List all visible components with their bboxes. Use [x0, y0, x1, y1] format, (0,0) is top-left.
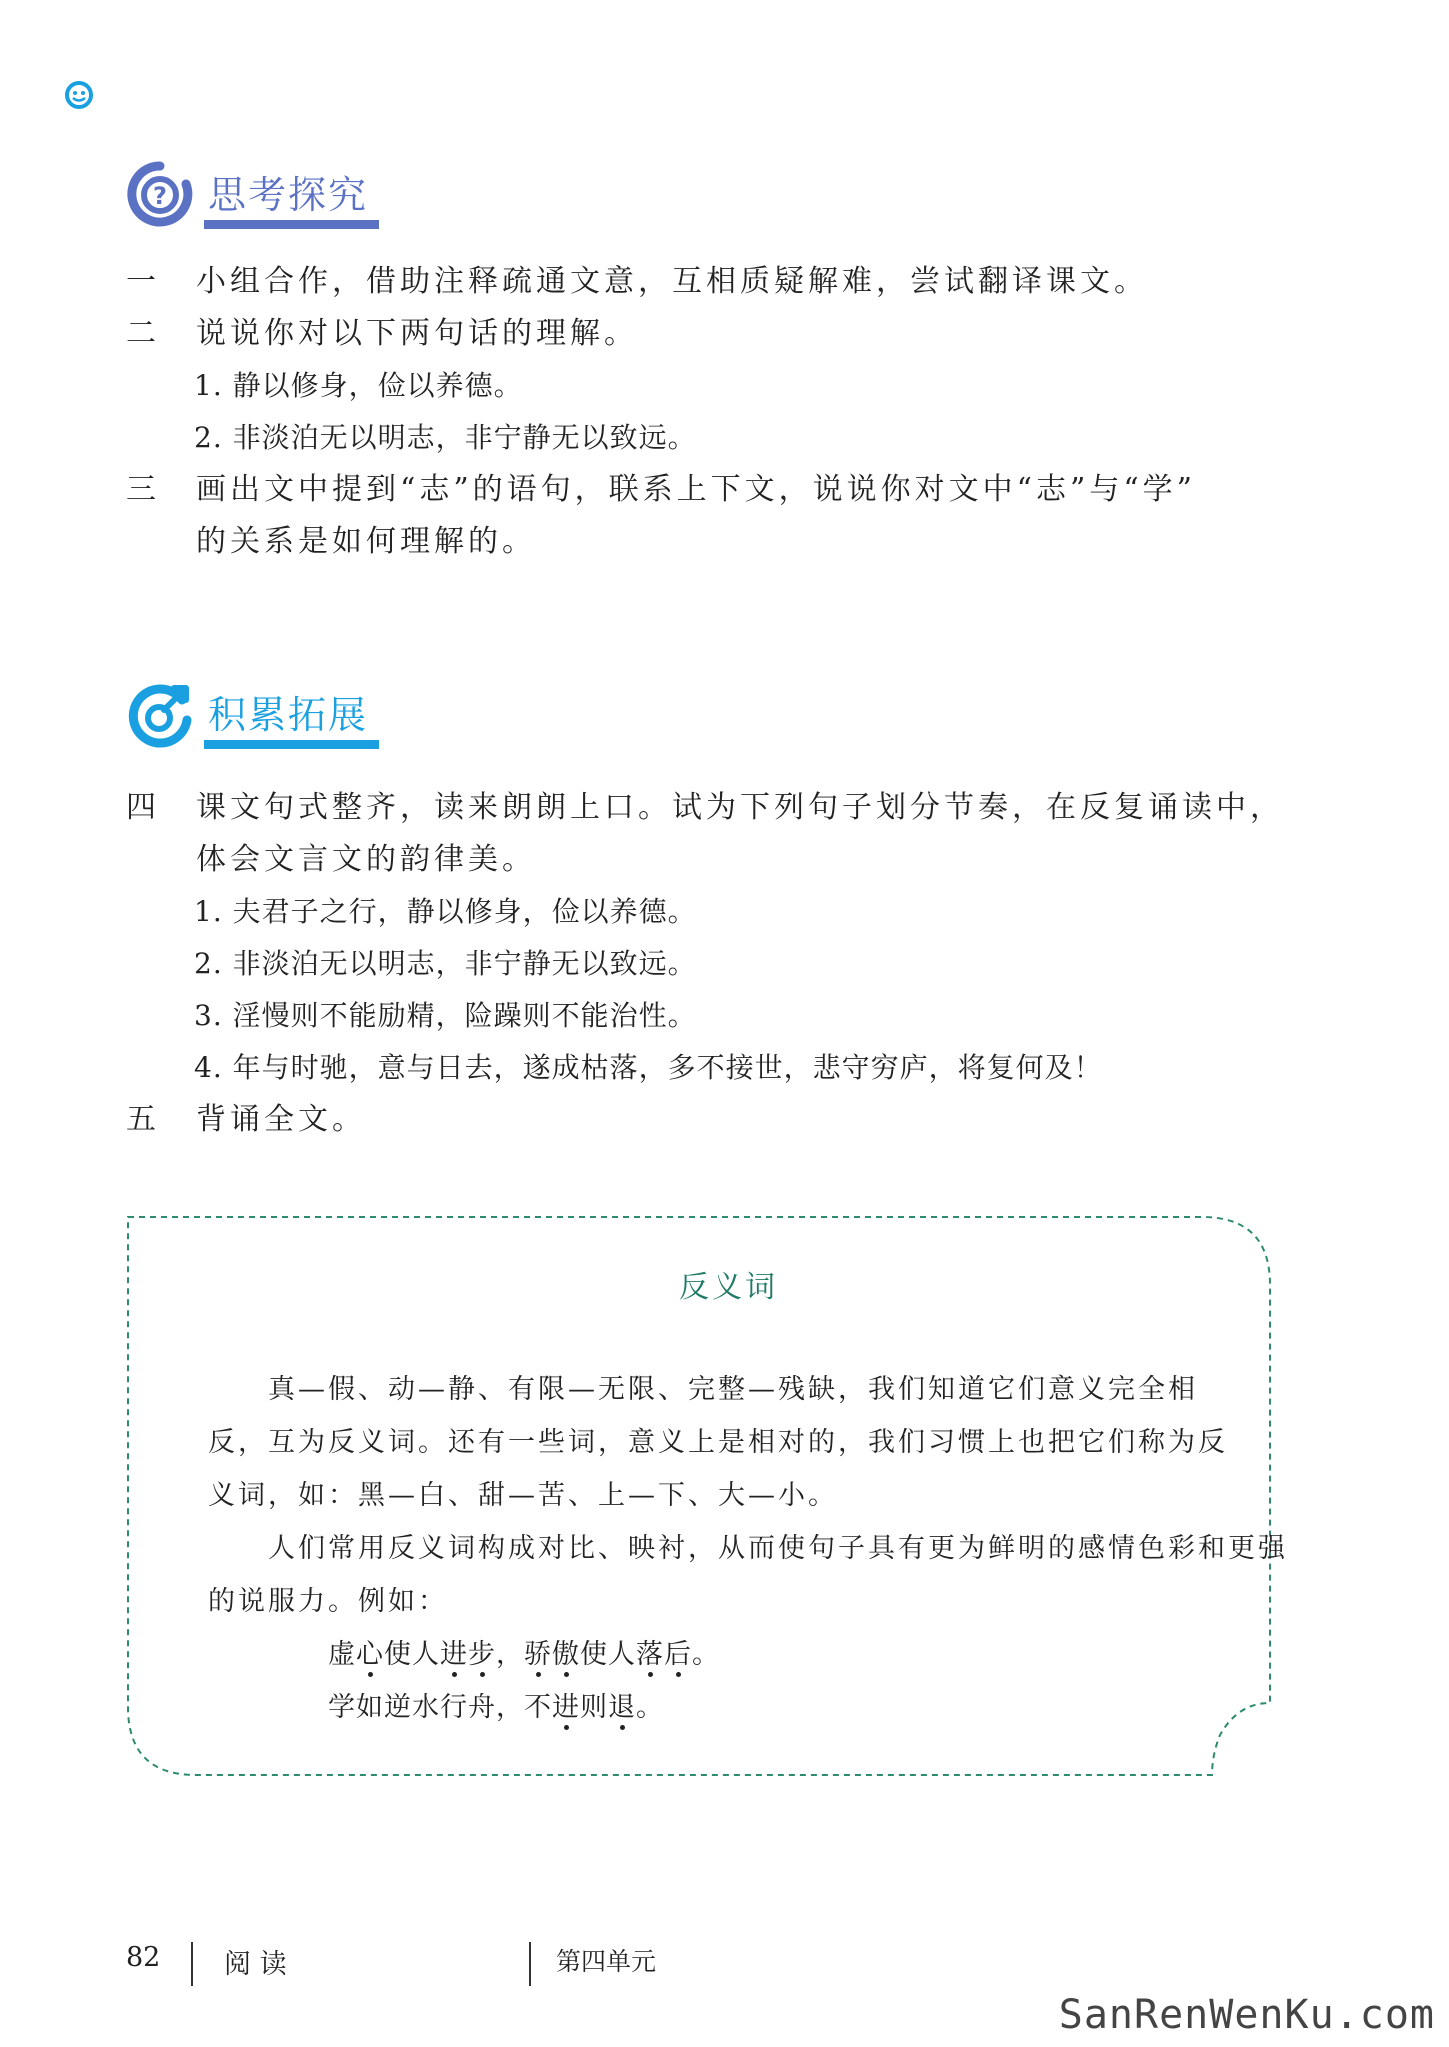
text-line: 人们常用反义词构成对比、映衬，从而使句子具有更为鲜明的感情色彩和更强 [268, 1533, 1288, 1564]
question-number: 三 [126, 472, 156, 507]
sub-item: 1. 夫君子之行，静以修身，俭以养德。 [194, 895, 697, 928]
section-header-extend [126, 680, 426, 760]
question-text: 小组合作，借助注释疏通文意，互相质疑解难，尝试翻译课文。 [196, 264, 1148, 299]
sub-item: 4. 年与时驰，意与日去，遂成枯落，多不接世，悲守穷庐，将复何及！ [194, 1051, 1103, 1084]
text-line: 反，互为反义词。还有一些词，意义上是相对的，我们习惯上也把它们称为反 [208, 1427, 1228, 1458]
text-line: 的说服力。例如： [208, 1586, 448, 1617]
question-text: 课文句式整齐，读来朗朗上口。试为下列句子划分节奏，在反复诵读中， [196, 790, 1284, 825]
question-list [126, 256, 1196, 568]
question-item [126, 308, 1196, 360]
smiley-icon [64, 80, 94, 110]
question-text-cont: 的关系是如何理解的。 [196, 524, 536, 559]
question-item [126, 1094, 1284, 1146]
section-title: 思考探究 [208, 173, 369, 217]
watermark: SanRenWenKu.com [1058, 1992, 1435, 2038]
example-sentence: 虚心使人进步，骄傲使人落后。 [328, 1628, 720, 1681]
question-text: 说说你对以下两句话的理解。 [196, 316, 638, 351]
page-number: 82 [126, 1942, 161, 1973]
sub-item: 2. 非淡泊无以明志，非宁静无以致远。 [194, 421, 697, 454]
sub-item: 1. 静以修身，俭以养德。 [194, 369, 523, 402]
question-text: 画出文中提到“志”的语句，联系上下文，说说你对文中“志”与“学” [196, 472, 1197, 507]
box-paragraph [208, 1363, 1248, 1522]
example-sentence: 学如逆水行舟，不进则退。 [328, 1681, 664, 1734]
sub-item: 2. 非淡泊无以明志，非宁静无以致远。 [194, 947, 697, 980]
question-number: 二 [126, 316, 156, 351]
refresh-arrow-icon [126, 680, 194, 748]
question-list [126, 782, 1284, 1146]
question-text: 背诵全文。 [196, 1102, 366, 1137]
question-number: 一 [126, 264, 156, 299]
footer-divider [529, 1942, 531, 1986]
section-header-think [126, 160, 426, 240]
section-title: 积累拓展 [208, 693, 369, 737]
sub-item: 3. 淫慢则不能励精，险躁则不能治性。 [194, 999, 697, 1032]
box-title: 反义词 [679, 1270, 778, 1305]
svg-text:?: ? [153, 182, 167, 210]
footer-unit: 第四单元 [556, 1947, 657, 1976]
footer-divider [191, 1942, 193, 1986]
question-number: 四 [126, 790, 156, 825]
section-underline [204, 220, 379, 229]
question-item [126, 256, 1196, 308]
text-line: 真—假、动—静、有限—无限、完整—残缺，我们知道它们意义完全相 [268, 1374, 1198, 1405]
question-circle-icon [126, 160, 194, 228]
question-item [126, 782, 1284, 834]
text-line: 义词，如：黑—白、甜—苦、上—下、大—小。 [208, 1480, 838, 1511]
question-item [126, 464, 1196, 516]
question-number: 五 [126, 1102, 156, 1137]
section-underline [204, 740, 379, 749]
question-text-cont: 体会文言文的韵律美。 [196, 842, 536, 877]
box-paragraph [208, 1522, 1288, 1628]
footer-section: 阅 读 [224, 1949, 287, 1980]
